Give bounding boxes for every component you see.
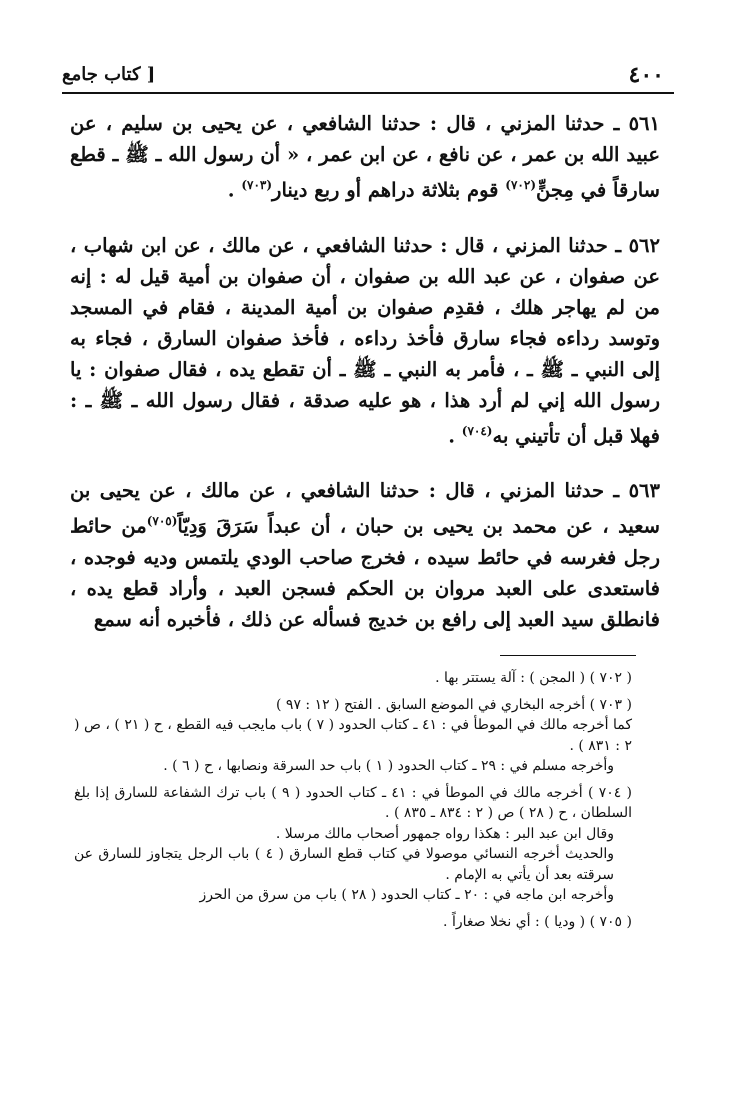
footnote-line: ( ٧٠٢ ) ( المجن ) : آلة يستتر بها . bbox=[435, 670, 632, 686]
footnote-703 bbox=[74, 695, 632, 777]
hadith-562 bbox=[70, 230, 660, 452]
hadith-paragraph: ٥٦٣ ـ حدثنا المزني ، قال : حدثنا الشافعي ، عن مالك ، عن يحيى بن سعيد ، عن محمد بن يحيى بن حبان ، أن عبداً سَرَقَ وَدِيّاً$^{(٧٠٥)}$من حائط رجل فغرسه في حائط سيده ، فخرج صاحب الودي يلتمس وديه فوجده ، فاستعدى على العبد مروان بن الحكم فسجن العبد ، وأراد قطع يده ، فانطلق سيد العبد إلى رافع بن خديج فسأله عن ذلك ، فأخبره أنه سمع bbox=[70, 479, 660, 631]
footnotes bbox=[74, 668, 632, 938]
footnote-line: كما أخرجه مالك في الموطأ في : ٤١ ـ كتاب الحدود ( ٧ ) باب مايجب فيه القطع ، ح ( ٢١ ) ، ص ( ٢ : ٨٣١ ) . bbox=[74, 717, 633, 754]
footnote-divider bbox=[500, 655, 636, 656]
footnote-line: ( ٧٠٣ ) أخرجه البخاري في الموضع السابق . الفتح ( ١٢ : ٩٧ ) bbox=[276, 696, 632, 713]
footnote-ref[interactable]: (٧٠٣) bbox=[241, 178, 273, 192]
footnote-line: ( ٧٠٥ ) ( وديا ) : أي نخلا صغاراً . bbox=[443, 913, 632, 930]
footnote-line: ( ٧٠٤ ) أخرجه مالك في الموطأ في : ٤١ ـ كتاب الحدود ( ٩ ) باب ترك الشفاعة للسارق إذا بلغ السلطان ، ح ( ٢٨ ) ص ( ٢ : ٨٣٤ ـ ٨٣٥ ) . bbox=[74, 784, 633, 821]
header-divider bbox=[62, 92, 674, 94]
footnote-line: وأخرجه مسلم في : ٢٩ ـ كتاب الحدود ( ١ ) باب حد السرقة ونصابها ، ح ( ٦ ) . bbox=[163, 758, 614, 774]
hadith-paragraph: ٥٦٢ ـ حدثنا المزني ، قال : حدثنا الشافعي ، عن مالك ، عن ابن شهاب ، عن صفوان ، عن عبد الله بن صفوان ، أن صفوان بن أمية قيل له : إنه من لم يهاجر هلك ، فقدِم صفوان بن أمية المدينة ، فقام في المسجد وتوسد رداءه فجاء سارق فأخذ رداءه ، فأخذ صفوان السارق ، فجاء به إلى النبي ـ ﷺ ـ ، فأمر به النبي ـ ﷺ ـ أن تقطع يده ، فقال صفوان : يا رسول الله إني لم أرد هذا ، هو عليه صدقة ، فقال رسول الله ـ ﷺ ـ : فهلا قبل أن تأتيني به$^{(٧٠٤)}$ . bbox=[70, 233, 660, 447]
footnote-704 bbox=[74, 783, 632, 906]
footnote-line: وقال ابن عبد البر : هكذا رواه جمهور أصحاب مالك مرسلا . bbox=[275, 825, 614, 842]
main-text bbox=[70, 108, 660, 659]
footnote-line: والحديث أخرجه النسائي موصولا في كتاب قطع السارق ( ٤ ) باب الرجل يتجاوز للسارق عن سرقته بعد أن يأتي به الإمام . bbox=[74, 846, 614, 883]
section-title: [ كتاب جامع bbox=[62, 64, 156, 85]
footnote-ref[interactable]: (٧٠٥) bbox=[146, 514, 178, 528]
hadith-paragraph: ٥٦١ ـ حدثنا المزني ، قال : حدثنا الشافعي ، عن يحيى بن سليم ، عن عبيد الله بن عمر ، عن نافع ، عن ابن عمر ، « أن رسول الله ـ ﷺ ـ قطع سارقاً في مِجنٍّ$^{(٧٠٢)}$ قوم بثلاثة دراهم أو ربع دينار$^{(٧٠٣)}$ . bbox=[70, 112, 660, 202]
footnote-ref[interactable]: (٧٠٤) bbox=[461, 423, 493, 438]
page-number: ٤٠٠ bbox=[628, 62, 664, 88]
footnote-ref[interactable]: (٧٠٢) bbox=[505, 178, 536, 192]
footnote-line: وأخرجه ابن ماجه في : ٢٠ ـ كتاب الحدود ( ٢٨ ) باب من سرق من الحرز bbox=[199, 887, 614, 903]
footnote-705 bbox=[74, 912, 632, 933]
hadith-563 bbox=[70, 475, 660, 635]
footnote-702 bbox=[74, 668, 632, 689]
hadith-561 bbox=[70, 108, 660, 206]
page-header bbox=[62, 62, 664, 88]
